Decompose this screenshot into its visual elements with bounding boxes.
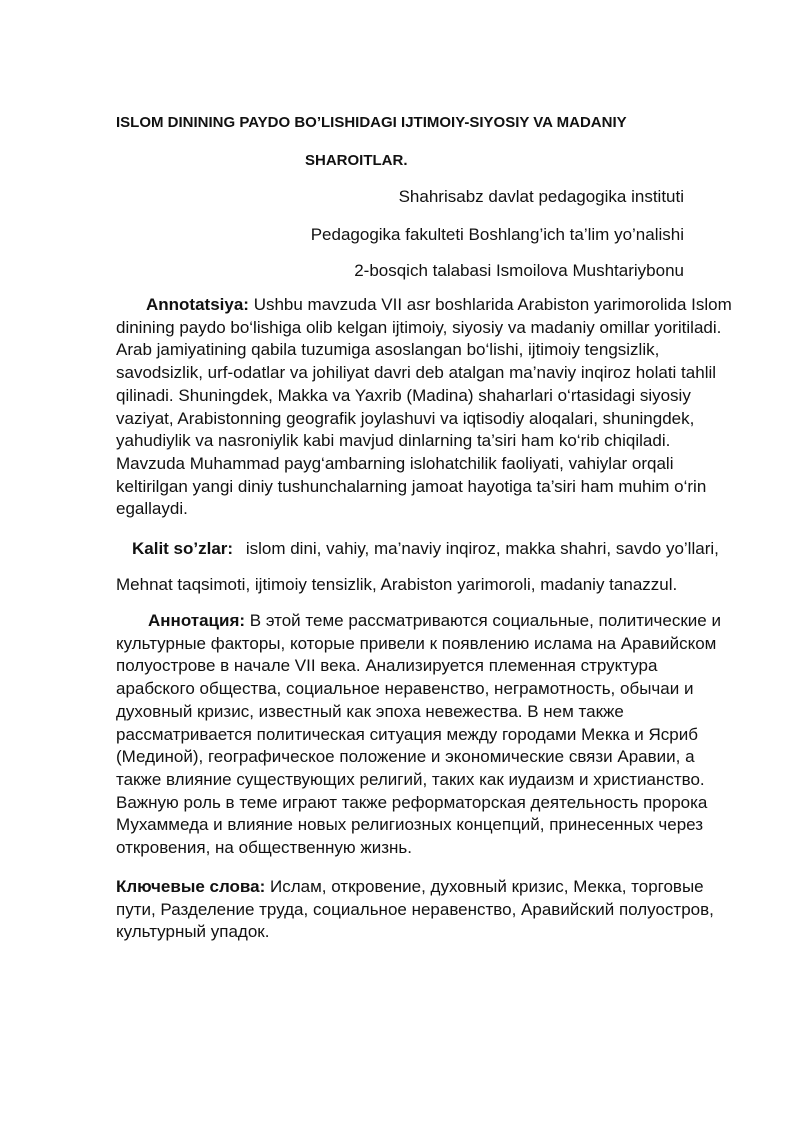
institution-line: Shahrisabz davlat pedagogika instituti xyxy=(398,187,684,206)
keywords-ru xyxy=(116,876,734,944)
annotation-ru-text: В этой теме рассматриваются социальные, политические и культурные факторы, которые привели к появлению ислама на Аравийском полуострове в начале VII века. Анализируется племенная структура арабского общества, социальное неравенство, неграмотность, обычаи и духовный кризис, известный как эпоха невежества. В нем также рассматривается политическая ситуация между городами Мекка и Ясриб (Мединой), географическое положение и экономические связи Аравии, а также влияние существующих религий, таких как иудаизм и христианство. Важную роль в теме играют также реформаторская деятельность пророка Мухаммеда и влияние новых религиозных концепций, принесенных через откровения, на общественную жизнь. xyxy=(116,611,721,858)
keywords-uz-text-1: islom dini, vahiy, ma’naviy inqiroz, makka shahri, savdo yo’llari, xyxy=(245,539,719,558)
document-title-line-2: SHAROITLAR. xyxy=(305,152,408,169)
annotation-ru xyxy=(116,610,734,860)
annotation-ru-label: Аннотация: xyxy=(148,611,246,630)
faculty-line: Pedagogika fakulteti Boshlang’ich ta’lim yo’nalishi xyxy=(310,225,684,244)
keywords-ru-text: Ислам, откровение, духовный кризис, Мекка, торговые пути, Разделение труда, социальное неравенство, Аравийский полуостров, культурный упадок. xyxy=(116,877,714,942)
keywords-ru-label: Ключевые слова: xyxy=(116,877,266,896)
annotation-uz xyxy=(116,294,734,521)
keywords-uz-line-1 xyxy=(132,538,719,560)
keywords-uz-line-2: Mehnat taqsimoti, ijtimoiy tensizlik, Arabiston yarimoroli, madaniy tanazzul. xyxy=(116,575,678,594)
keywords-uz-label: Kalit so’zlar: xyxy=(132,539,234,558)
annotation-uz-text: Ushbu mavzuda VII asr boshlarida Arabiston yarimorolida Islom dinining paydo bo‘lishiga olib kelgan ijtimoiy, siyosiy va madaniy omillar yoritiladi. Arab jamiyatining qabila tuzumiga asoslangan bo‘lishi, ijtimoiy tengsizlik, savodsizlik, urf-odatlar va johiliyat davri deb atalgan ma’naviy inqiroz holati tahlil qilinadi. Shuningdek, Makka va Yaxrib (Madina) shaharlari o‘rtasidagi siyosiy vaziyat, Arabistonning geografik joylashuvi va iqtisodiy aloqalari, shuningdek, yahudiylik va nasroniylik kabi mavjud dinlarning ta’siri ham ko‘rib chiqiladi. Mavzuda Muhammad payg‘ambarning islohatchilik faoliyati, vahiylar orqali keltirilgan yangi diniy tushunchalarning jamoat hayotiga ta’siri ham muhim o‘rin egallaydi. xyxy=(116,295,732,519)
annotation-uz-label: Annotatsiya: xyxy=(146,295,249,314)
document-title-line-1: ISLOM DININING PAYDO BO’LISHIDAGI IJTIMOIY-SIYOSIY VA MADANIY xyxy=(116,114,627,131)
author-line: 2-bosqich talabasi Ismoilova Mushtariybonu xyxy=(354,261,684,280)
